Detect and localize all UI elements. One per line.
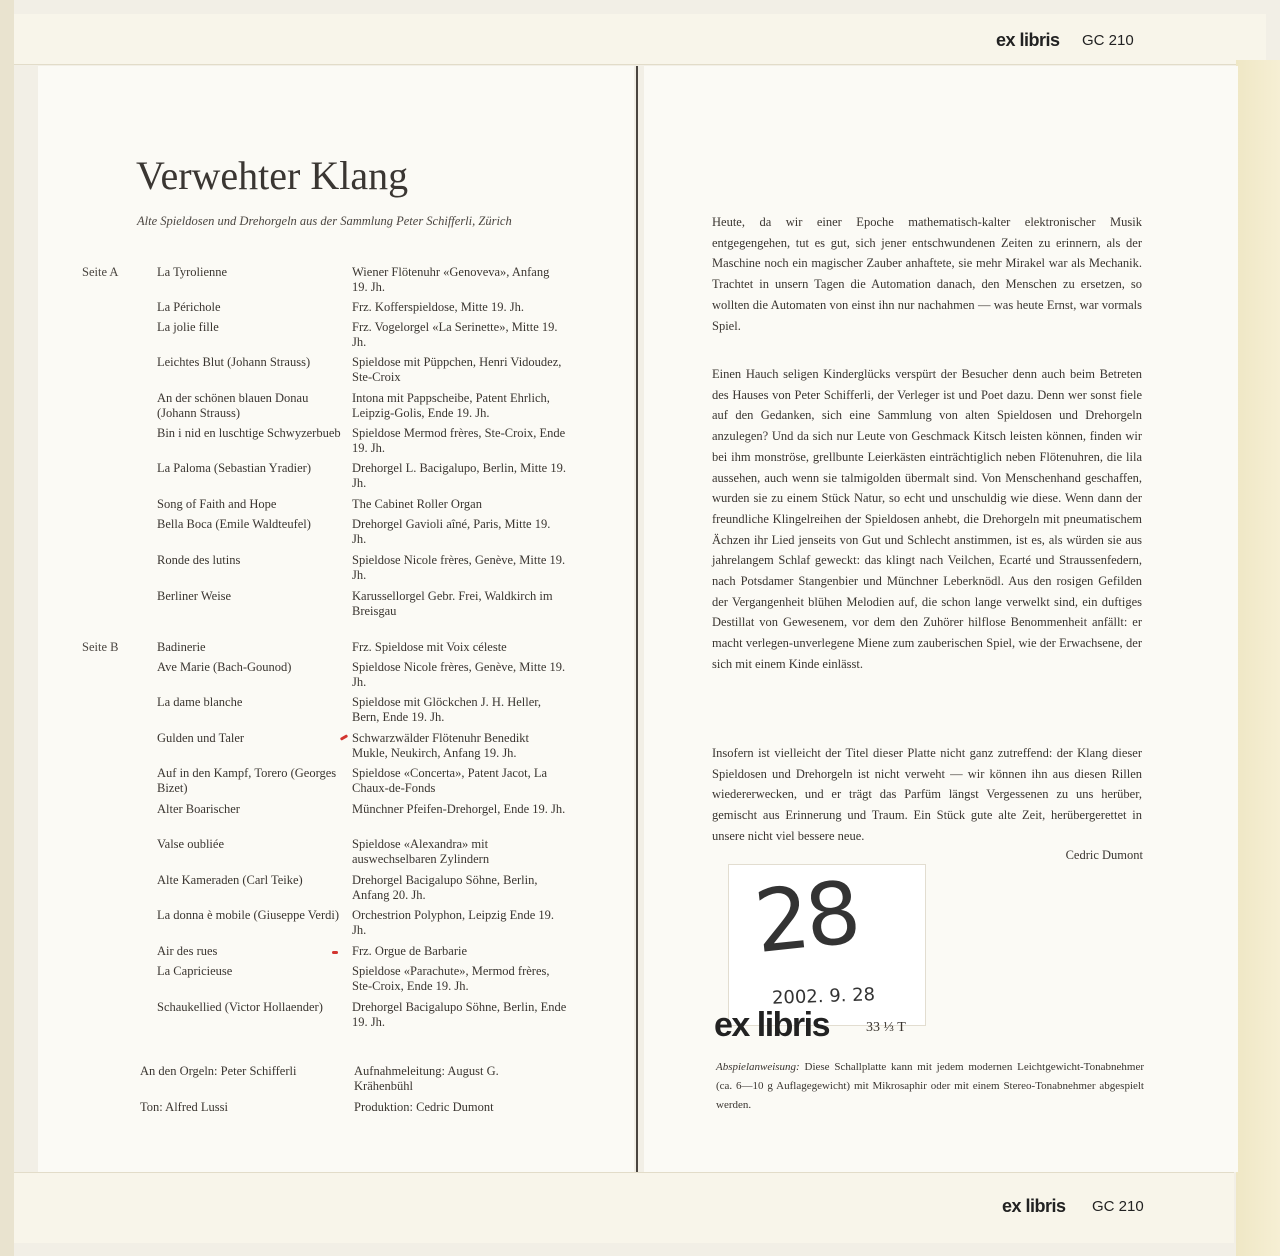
track-source: Orchestrion Polyphon, Leipzig Ende 19. Jh. bbox=[352, 908, 555, 937]
track-source: Frz. Vogelorgel «La Serinette», Mitte 19. Jh. bbox=[352, 320, 558, 349]
track-source: Frz. Kofferspieldose, Mitte 19. Jh. bbox=[352, 300, 524, 314]
track-source: Münchner Pfeifen-Drehorgel, Ende 19. Jh. bbox=[352, 802, 566, 816]
track-source: Frz. Spieldose mit Voix céleste bbox=[352, 640, 507, 654]
track-source: Karussellorgel Gebr. Frei, Waldkirch im Breisgau bbox=[352, 589, 553, 618]
track-source: Spieldose «Concerta», Patent Jacot, La Chaux-de-Fonds bbox=[352, 766, 548, 795]
album-title: Verwehter Klang bbox=[136, 153, 409, 198]
track-title: La Paloma (Sebastian Yradier) bbox=[157, 461, 311, 475]
catalog-top: GC 210 bbox=[1082, 32, 1134, 49]
track-source: Spieldose «Parachute», Mermod frères, Ste-Croix, Ende 19. Jh. bbox=[352, 964, 550, 993]
liner-paragraph-1: Heute, da wir einer Epoche mathematisch-kalter elektronischer Musik entgegengehen, tut es gut, sich jener entschwundenen Zeiten zu erinnern, als der Maschine noch ein magischer Zauber anhaftete, sie mehr Mirakel war als Mechanik. Trachtet in unsern Tagen die Automation danach, den Menschen zu ersetzen, so wollten die Automaten von einst ihn nur nachahmen — was heute Ernst, war vormals Spiel. bbox=[712, 215, 1142, 333]
track-title: Schaukellied (Victor Hollaender) bbox=[157, 1000, 323, 1014]
track-source: Spieldose mit Glöckchen J. H. Heller, Bern, Ende 19. Jh. bbox=[352, 695, 542, 724]
track-title: Leichtes Blut (Johann Strauss) bbox=[157, 355, 311, 369]
track-title: An der schönen blauen Donau (Johann Strauss) bbox=[157, 391, 309, 420]
track-source: Schwarzwälder Flötenuhr Benedikt Mukle, Neukirch, Anfang 19. Jh. bbox=[352, 731, 530, 760]
brand-bottom: ex libris bbox=[1002, 1196, 1066, 1216]
author-signature: Cedric Dumont bbox=[1065, 848, 1143, 862]
side-a-label: Seite A bbox=[82, 265, 119, 279]
track-title: Ronde des lutins bbox=[157, 553, 241, 567]
credit-sound: Ton: Alfred Lussi bbox=[140, 1100, 229, 1114]
credit-production: Produktion: Cedric Dumont bbox=[354, 1100, 494, 1114]
instructions-label: Abspielanweisung: bbox=[716, 1061, 800, 1073]
track-source: Drehorgel Gavioli aîné, Paris, Mitte 19. Jh. bbox=[352, 517, 551, 546]
credit-organs: An den Orgeln: Peter Schifferli bbox=[140, 1064, 297, 1078]
track-source: Intona mit Pappscheibe, Patent Ehrlich, Leipzig-Golis, Ende 19. Jh. bbox=[352, 391, 550, 420]
track-title: Badinerie bbox=[157, 640, 206, 654]
track-title: Song of Faith and Hope bbox=[157, 497, 277, 511]
track-title: Air des rues bbox=[157, 944, 218, 958]
handwritten-number: 28 bbox=[750, 862, 862, 974]
track-source: Drehorgel Bacigalupo Söhne, Berlin, Anfang 20. Jh. bbox=[352, 873, 538, 902]
track-source: Spieldose Mermod frères, Ste-Croix, Ende 19. Jh. bbox=[352, 426, 566, 455]
track-title: La Périchole bbox=[157, 300, 221, 314]
ex-libris-logo: ex libris bbox=[714, 1006, 830, 1044]
track-source: Frz. Orgue de Barbarie bbox=[352, 944, 468, 958]
playback-speed: 33 ⅓ T bbox=[866, 1020, 906, 1035]
track-title: La Capricieuse bbox=[157, 964, 233, 978]
track-title: Alte Kameraden (Carl Teike) bbox=[157, 873, 303, 887]
track-title: La donna è mobile (Giuseppe Verdi) bbox=[157, 908, 340, 922]
track-title: Bella Boca (Emile Waldteufel) bbox=[157, 517, 311, 531]
catalog-bottom: GC 210 bbox=[1092, 1198, 1144, 1215]
track-source: The Cabinet Roller Organ bbox=[352, 497, 482, 511]
jacket-left-edge bbox=[0, 0, 14, 1256]
playback-instructions bbox=[716, 1058, 1144, 1115]
side-b-label: Seite B bbox=[82, 640, 119, 654]
track-title: La Tyrolienne bbox=[157, 265, 228, 279]
track-source: Spieldose «Alexandra» mit auswechselbaren Zylindern bbox=[352, 837, 490, 866]
track-source: Drehorgel Bacigalupo Söhne, Berlin, Ende 19. Jh. bbox=[352, 1000, 567, 1029]
credit-recording: Aufnahmeleitung: August G. Krähenbühl bbox=[354, 1064, 499, 1093]
panel-divider bbox=[636, 66, 638, 1172]
track-source: Spieldose Nicole frères, Genève, Mitte 19. Jh. bbox=[352, 660, 566, 689]
jacket-right-edge bbox=[1236, 60, 1280, 1256]
top-flap bbox=[14, 14, 1266, 65]
track-title: Alter Boarischer bbox=[157, 802, 240, 816]
liner-paragraph-3: Insofern ist vielleicht der Titel dieser Platte nicht ganz zutreffend: der Klang dieser Spieldosen und Drehorgeln ist nicht verweht — wir können ihn aus diesen Rillen wiedererwecken, und er trägt das Parfüm längst Vergessenen zu uns herüber, gemischt aus Erinnerung und Traum. Ein Stück gute alte Zeit, herübergerettet in unsere nicht viel bessere neue. bbox=[712, 746, 1142, 843]
track-source: Drehorgel L. Bacigalupo, Berlin, Mitte 19. Jh. bbox=[352, 461, 566, 490]
track-title: Bin i nid en luschtige Schwyzerbueb bbox=[157, 426, 341, 440]
track-source: Spieldose mit Püppchen, Henri Vidoudez, Ste-Croix bbox=[352, 355, 562, 384]
track-title: Ave Marie (Bach-Gounod) bbox=[157, 660, 292, 674]
track-title: La jolie fille bbox=[157, 320, 219, 334]
album-subtitle: Alte Spieldosen und Drehorgeln aus der Sammlung Peter Schifferli, Zürich bbox=[137, 214, 512, 228]
track-title: Auf in den Kampf, Torero (Georges Bizet) bbox=[157, 766, 337, 795]
track-source: Spieldose Nicole frères, Genève, Mitte 19. Jh. bbox=[352, 553, 566, 582]
track-title: Berliner Weise bbox=[157, 589, 232, 603]
track-title: Gulden und Taler bbox=[157, 731, 245, 745]
red-mark bbox=[332, 951, 338, 954]
track-title: La dame blanche bbox=[157, 695, 243, 709]
brand-top: ex libris bbox=[996, 30, 1060, 50]
track-title: Valse oubliée bbox=[157, 837, 224, 851]
instructions-text: Diese Schallplatte kann mit jedem modernen Leichtgewicht-Tonabnehmer (ca. 6—10 g Auflagegewicht) mit Mikrosaphir oder mit einem Stereo-Tonabnehmer abgespielt werden. bbox=[716, 1061, 1144, 1111]
liner-paragraph-2: Einen Hauch seligen Kinderglücks verspürt der Besucher denn auch beim Betreten des Hauses von Peter Schifferli, der Verleger ist und Poet dazu. Denn wer sonst fiele auf den Gedanken, sich eine Sammlung von alten Spieldosen und Drehorgeln anzulegen? Und da sich nur Leute von Geschmack Kitsch leisten können, finden wir bei ihm monströse, grellbunte Leierkästen einträchtiglich neben Flötenuhren, die lila aussehen, auch wenn sie talmigolden übermalt sind. Von Menschenhand geschaffen, wurden sie zu einem Stück Natur, so echt und unschuldig wie diese. Wenn dann der freundliche Klingelreihen der Spieldosen anhebt, die Drehorgeln mit pneumatischem Ächzen ihr Lied jenseits von Gut und Schlecht anstimmen, ist es, als würden sie aus jahrelangem Schlaf geweckt: das klingt nach Veilchen, Ecarté und Straussenfedern, nach Potsdamer Stangenbier und Münchner Leberknödl. Aus den rosigen Gefilden der Vergangenheit blühen Melodien auf, die schon lange verwelkt sind, ein duftiges Destillat von Gewesenem, vor dem den Zuhörer hilflose Benommenheit anfällt: er macht verlegen-unverlegene Miene zum zauberischen Spiel, wie der Erwachsene, der sich mit einem Kinde einlässt. bbox=[712, 367, 1142, 671]
track-source: Wiener Flötenuhr «Genoveva», Anfang 19. Jh. bbox=[352, 265, 550, 294]
handwritten-date: 2002. 9. 28 bbox=[771, 984, 876, 1009]
